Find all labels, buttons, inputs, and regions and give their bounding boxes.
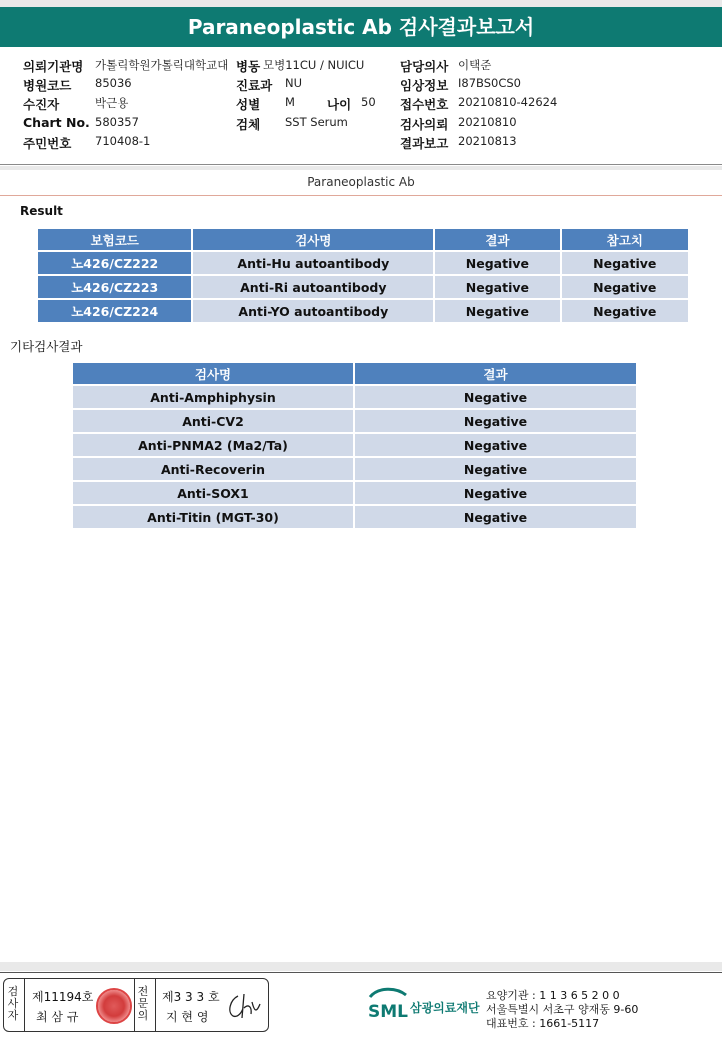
dept-label: 진료과 [236,78,273,93]
chart-label: Chart No. [23,115,90,130]
specimen-value: SST Serum [285,115,348,129]
hospital-code-value: 85036 [95,76,132,90]
divider-band [0,166,722,170]
request-value: 20210810 [458,115,517,129]
col-header-result: 결과 [435,229,559,250]
footer-divider [0,972,722,973]
care-institution-number: 요양기관 : 1 1 3 6 5 2 0 0 [486,989,620,1002]
test-result: Negative [435,252,559,274]
handwritten-signature-icon [224,990,262,1022]
patient-label: 수진자 [23,97,60,112]
test-name: Anti-SOX1 [73,482,353,504]
table-row [38,300,688,322]
insurance-code: 노426/CZ222 [38,252,191,274]
specialist-vertical-label: 전 문 의 [137,985,149,1022]
clinical-value: I87BS0CS0 [458,76,521,90]
test-result: Negative [355,410,636,432]
other-results-label: 기타검사결과 [10,339,83,354]
col-header-test: 검사명 [193,229,433,250]
test-result: Negative [435,300,559,322]
specialist-license: 제3 3 3 호 [162,990,220,1004]
test-result: Negative [355,506,636,528]
result-header-row [38,229,688,250]
sex-value: M [285,95,295,109]
test-name: Anti-YO autoantibody [193,300,433,322]
test-name: Anti-CV2 [73,410,353,432]
chart-value: 580357 [95,115,139,129]
examiner-vertical-label: 검 사 자 [7,985,19,1022]
top-strip [0,0,722,7]
table-row [73,506,636,528]
test-result: Negative [355,458,636,480]
specialist-name: 지 현 영 [166,1010,209,1024]
col-header-code: 보험코드 [38,229,191,250]
test-result: Negative [435,276,559,298]
col-header-test: 검사명 [73,363,353,384]
receipt-value: 20210810-42624 [458,95,558,109]
doctor-value: 이택준 [458,58,492,72]
table-row [73,434,636,456]
specimen-label: 검체 [236,117,261,132]
table-row [38,252,688,274]
table-row [73,410,636,432]
insurance-code: 노426/CZ224 [38,300,191,322]
examiner-license: 제11194호 [32,990,94,1004]
dept-value: NU [285,76,303,90]
result-table [36,227,690,324]
test-name: Anti-Hu autoantibody [193,252,433,274]
report-label: 결과보고 [400,136,449,151]
test-name: Anti-Titin (MGT-30) [73,506,353,528]
logo-text: SML [368,1002,408,1022]
test-name: Anti-Recoverin [73,458,353,480]
ward-value: 모병11CU / NUICU [263,58,365,72]
reference-value: Negative [562,276,688,298]
test-name: Anti-Amphiphysin [73,386,353,408]
test-name: Anti-PNMA2 (Ma2/Ta) [73,434,353,456]
table-row [73,458,636,480]
sml-logo-icon [366,985,410,1025]
sex-label: 성별 [236,97,261,112]
phone-number: 대표번호 : 1661-5117 [486,1017,600,1030]
table-row [73,386,636,408]
age-label: 나이 [327,97,352,112]
section-divider [0,195,722,196]
patient-info [0,54,722,154]
id-value: 710408-1 [95,134,151,148]
table-row [73,482,636,504]
test-name: Anti-Ri autoantibody [193,276,433,298]
divider [0,164,722,165]
seal-stamp-icon [96,988,132,1024]
col-header-reference: 참고치 [562,229,688,250]
request-label: 검사의뢰 [400,117,449,132]
report-value: 20210813 [458,134,517,148]
examiner-name: 최 삼 규 [36,1010,79,1024]
other-header-row [73,363,636,384]
test-result: Negative [355,434,636,456]
sml-logo [366,985,480,1029]
address: 서울특별시 서초구 양재동 9-60 [486,1003,639,1016]
doctor-label: 담당의사 [400,59,449,74]
hospital-label: 의뢰기관명 [23,59,84,74]
reference-value: Negative [562,252,688,274]
footer-band [0,962,722,971]
result-label: Result [20,204,63,218]
hospital-code-label: 병원코드 [23,78,72,93]
table-row [38,276,688,298]
clinical-label: 임상정보 [400,78,449,93]
hospital-value: 가톨릭학원가톨릭대학교대 [95,58,229,72]
id-label: 주민번호 [23,136,72,151]
other-results-table [71,361,638,530]
receipt-label: 접수번호 [400,97,449,112]
ward-label: 병동 [236,59,261,74]
col-header-result: 결과 [355,363,636,384]
foundation-name: 삼광의료재단 [410,1001,480,1015]
age-value: 50 [361,95,376,109]
section-title: Paraneoplastic Ab [307,175,415,189]
report-title: Paraneoplastic Ab 검사결과보고서 [0,7,722,47]
insurance-code: 노426/CZ223 [38,276,191,298]
patient-value: 박근용 [95,96,129,110]
test-result: Negative [355,482,636,504]
test-result: Negative [355,386,636,408]
reference-value: Negative [562,300,688,322]
